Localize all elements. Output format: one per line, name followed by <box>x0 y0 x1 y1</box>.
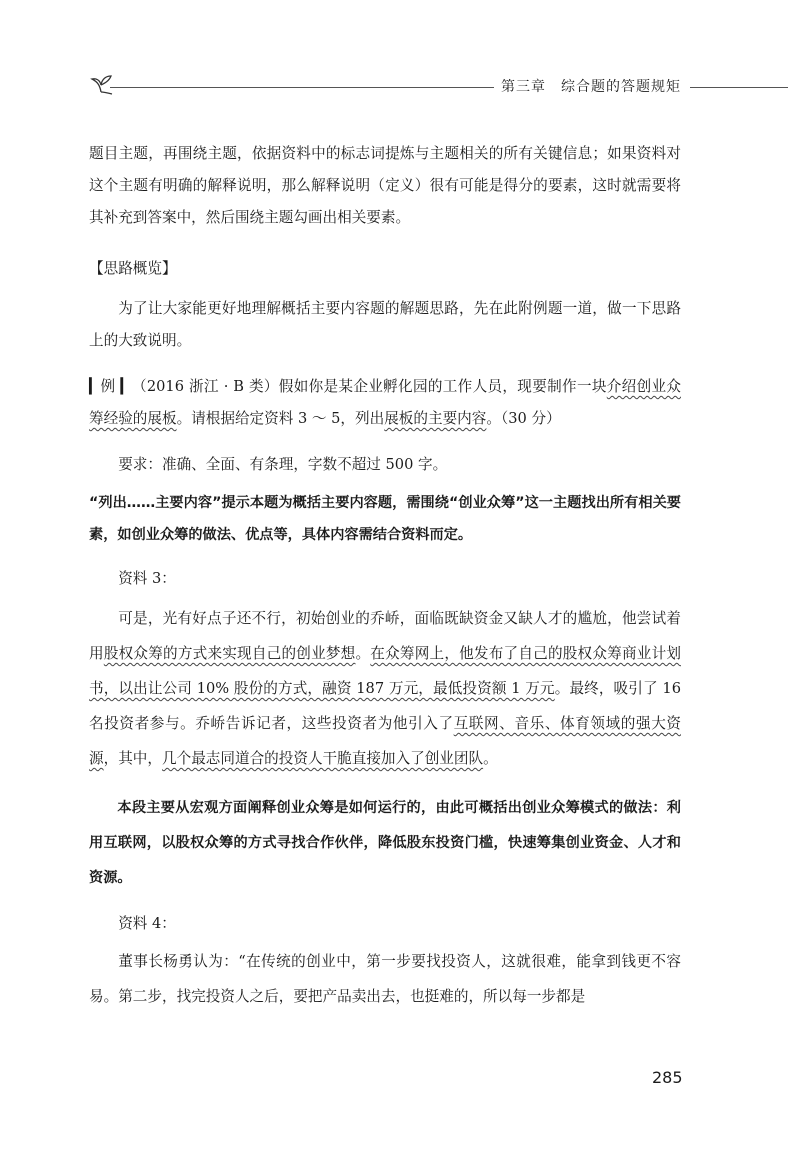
analysis-paragraph: 本段主要从宏观方面阐释创业众筹是如何运行的，由此可概括出创业众筹模式的做法：利用互联网，以股权众筹的方式寻找合作伙伴，降低股东投资门槛，快速筹集创业资金、人才和资源。 <box>89 800 681 886</box>
material-label: 资料 4： <box>118 915 176 932</box>
example-text-c: 。请根据给定资料 3 ～ 5，列出 <box>176 410 385 427</box>
example-key-phrase: 展板的主要内容 <box>384 410 487 427</box>
section-heading: 【思路概览】 <box>89 260 177 277</box>
material-text-segment: 。 <box>355 645 371 662</box>
material-text-segment: 。 <box>483 750 498 767</box>
requirement-text: 要求：准确、全面、有条理，字数不超过 500 字。 <box>118 456 448 473</box>
header-rule-right <box>690 87 788 88</box>
paragraph-intro: 题目主题，再围绕主题，依据资料中的标志词提炼与主题相关的所有关键信息；如果资料对这个主题有明确的解释说明，那么解释说明（定义）很有可能是得分的要素，这时就需要将其补充到答案中，然后围绕主题勾画出相关要素。 <box>89 145 681 226</box>
example-key-phrase: 介绍创业众筹经验的展板 <box>89 378 681 427</box>
material-text-segment: ，其中， <box>103 750 162 767</box>
paragraph-overview: 为了让大家能更好地理解概括主要内容题的解题思路，先在此附例题一道，做一下思路上的大致说明。 <box>89 300 681 349</box>
chapter-title: 第三章 综合题的答题规矩 <box>501 79 681 95</box>
material-text-segment: 可是，光有好点子还不行，初始创业的乔峤，面临既缺资金又缺人才的尴尬，他尝试着用 <box>89 610 681 662</box>
analysis-paragraph: “列出……主要内容”提示本题为概括主要内容题，需围绕“创业众筹”这一主题找出所有相关要素，如创业众筹的做法、优点等，具体内容需结合资料而定。 <box>89 495 681 543</box>
header-rule-left <box>110 87 494 88</box>
material-key-phrase: 几个最志同道合的投资人干脆直接加入了创业团队 <box>162 750 484 767</box>
leaf-sprout-icon <box>88 70 114 96</box>
example-text-a: （2016 浙江 · B 类）假如你是某企业孵化园的工作人员，现要制作一块 <box>131 378 607 395</box>
material-label: 资料 3： <box>118 570 176 587</box>
material-text-segment: 。最终，吸引了 16 名投资者参与。乔峤告诉记者，这些投资者为他引入了 <box>89 680 681 732</box>
material-key-phrase: 互联网、音乐、体育领域的强大资源 <box>89 715 681 767</box>
example-tag: ▎例 ▎ <box>89 378 132 395</box>
running-header <box>88 70 788 100</box>
material-4-text: 董事长杨勇认为：“在传统的创业中，第一步要找投资人，这就很难，能拿到钱更不容易。第二步，找完投资人之后，要把产品卖出去，也挺难的，所以每一步都是 <box>89 953 681 1005</box>
material-key-phrase: 股权众筹的方式来实现自己的创业梦想 <box>103 645 356 662</box>
material-3-text <box>89 601 681 776</box>
page-number: 285 <box>652 1068 683 1087</box>
material-key-phrase: 在众筹网上，他发布了自己的股权众筹商业计划书，以出让公司 10% 股份的方式，融资 187 万元，最低投资额 1 万元 <box>89 645 681 697</box>
example-text-e: 。（30 分） <box>486 410 561 427</box>
example-question <box>89 371 681 435</box>
